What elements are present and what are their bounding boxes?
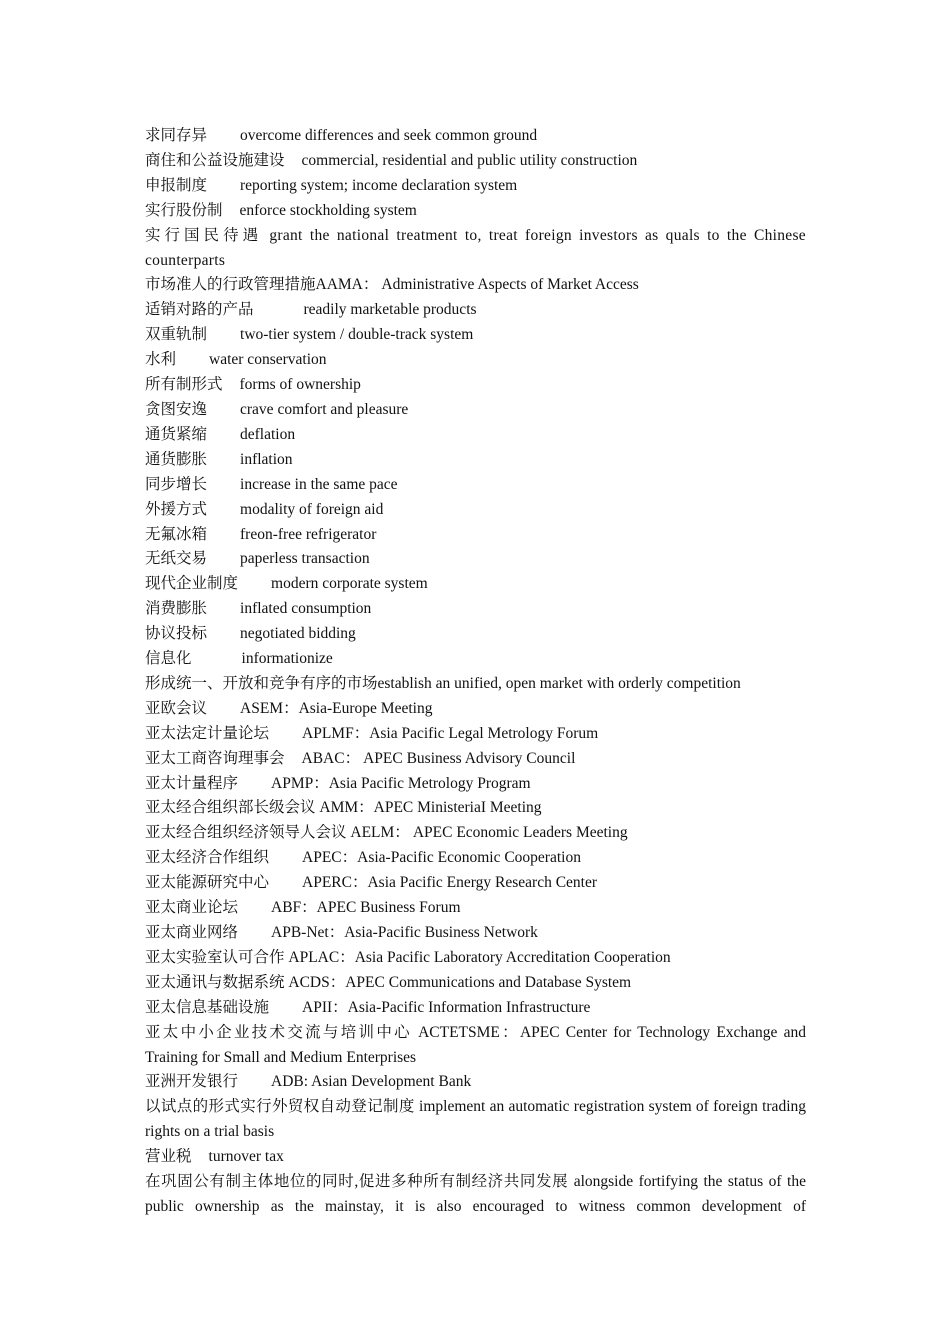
glossary-entry <box>145 174 806 199</box>
entry-chinese-term: 形成统一、开放和竞争有序的市场 <box>145 674 378 692</box>
entry-chinese-term: 亚洲开发银行 <box>145 1073 239 1091</box>
glossary-entry <box>145 1070 806 1095</box>
glossary-entry <box>145 821 806 846</box>
entry-chinese-term: 适销对路的产品 <box>145 301 254 319</box>
entry-english-translation: water conservation <box>209 351 327 369</box>
entry-english-translation: inflated consumption <box>240 600 372 618</box>
entry-english-translation: APII：Asia-Pacific Information Infrastructure <box>302 998 591 1016</box>
entry-chinese-term: 商住和公益设施建设 <box>145 151 285 169</box>
glossary-entry <box>145 298 806 323</box>
entry-chinese-term: 亚太能源研究中心 <box>145 874 270 892</box>
entry-english-translation: APMP：Asia Pacific Metrology Program <box>271 774 531 792</box>
entry-english-translation: two-tier system / double-track system <box>240 326 474 344</box>
glossary-entry <box>145 224 806 274</box>
entry-english-translation: paperless transaction <box>240 550 370 568</box>
entry-english-translation: ASEM：Asia-Europe Meeting <box>240 699 433 717</box>
entry-english-translation: ABAC： APEC Business Advisory Council <box>301 749 576 767</box>
glossary-entry <box>145 647 806 672</box>
entry-chinese-term: 以试点的形式实行外贸权自动登记制度 <box>145 1098 415 1116</box>
entry-chinese-term: 亚太工商咨询理事会 <box>145 749 285 767</box>
entry-chinese-term: 通货紧缩 <box>145 425 208 443</box>
entry-english-translation: deflation <box>240 425 296 443</box>
entry-chinese-term: 消费膨胀 <box>145 600 208 618</box>
entry-english-translation: implement an automatic registration system of foreign trading rights on a trial basis <box>145 1098 806 1141</box>
glossary-entry <box>145 547 806 572</box>
glossary-entry <box>145 398 806 423</box>
entry-english-translation: increase in the same pace <box>240 475 398 493</box>
entry-chinese-term: 亚太经合组织经济领导人会议 <box>145 824 347 842</box>
entry-english-translation: APEC：Asia-Pacific Economic Cooperation <box>302 849 581 867</box>
entry-english-translation: readily marketable products <box>303 301 477 319</box>
entry-english-translation: reporting system; income declaration system <box>240 176 518 194</box>
entry-english-translation: inflation <box>240 450 293 468</box>
glossary-entry <box>145 199 806 224</box>
entry-chinese-term: 同步增长 <box>145 475 208 493</box>
entry-chinese-term: 无氟冰箱 <box>145 525 208 543</box>
glossary-entry <box>145 1170 806 1220</box>
glossary-entry <box>145 921 806 946</box>
glossary-entry <box>145 1095 806 1145</box>
entry-chinese-term: 外援方式 <box>145 500 208 518</box>
glossary-entry <box>145 971 806 996</box>
entry-english-translation: grant the national treatment to, treat foreign investors as quals to the Chinese counterparts <box>145 226 806 269</box>
entry-english-translation: APLMF：Asia Pacific Legal Metrology Forum <box>302 724 599 742</box>
entry-chinese-term: 无纸交易 <box>145 550 208 568</box>
glossary-entry <box>145 896 806 921</box>
entry-english-translation: ADB: Asian Development Bank <box>271 1073 472 1091</box>
entry-english-translation: AAMA： Administrative Aspects of Market Access <box>315 276 639 294</box>
glossary-entry <box>145 448 806 473</box>
entry-english-translation: informationize <box>241 650 333 668</box>
entry-english-translation: establish an unified, open market with orderly competition <box>377 674 741 692</box>
entry-chinese-term: 所有制形式 <box>145 376 223 394</box>
glossary-entry <box>145 622 806 647</box>
entry-english-translation: commercial, residential and public utility construction <box>301 151 638 169</box>
entry-english-translation: freon-free refrigerator <box>240 525 377 543</box>
entry-chinese-term: 在巩固公有制主体地位的同时,促进多种所有制经济共同发展 <box>145 1173 569 1191</box>
glossary-entry <box>145 772 806 797</box>
glossary-entry <box>145 124 806 149</box>
entry-chinese-term: 实行国民待遇 <box>145 226 263 244</box>
glossary-entry <box>145 871 806 896</box>
glossary-entry <box>145 796 806 821</box>
entry-chinese-term: 贪图安逸 <box>145 400 208 418</box>
entry-english-translation: ACDS：APEC Communications and Database System <box>288 973 632 991</box>
entry-chinese-term: 实行股份制 <box>145 201 223 219</box>
glossary-entry <box>145 473 806 498</box>
entry-english-translation: modality of foreign aid <box>240 500 384 518</box>
entry-english-translation: ABF：APEC Business Forum <box>271 899 461 917</box>
entry-english-translation: turnover tax <box>208 1148 284 1166</box>
glossary-entry <box>145 946 806 971</box>
glossary-entry <box>145 1145 806 1170</box>
glossary-entry <box>145 697 806 722</box>
entry-english-translation: APB-Net：Asia-Pacific Business Network <box>271 924 538 941</box>
glossary-entry <box>145 323 806 348</box>
entry-chinese-term: 水利 <box>145 351 177 369</box>
entry-chinese-term: 亚太经济合作组织 <box>145 849 270 867</box>
entry-chinese-term: 亚太商业论坛 <box>145 899 239 917</box>
entry-english-translation: APLAC：Asia Pacific Laboratory Accreditation Cooperation <box>288 948 671 966</box>
entry-chinese-term: 亚太法定计量论坛 <box>145 724 270 742</box>
entry-chinese-term: 求同存异 <box>145 127 208 144</box>
entry-chinese-term: 亚欧会议 <box>145 699 208 717</box>
glossary-entry <box>145 747 806 772</box>
glossary-entry <box>145 1021 806 1071</box>
entry-chinese-term: 协议投标 <box>145 625 208 643</box>
entry-english-translation: AELM： APEC Economic Leaders Meeting <box>350 824 628 842</box>
glossary-entry <box>145 672 806 697</box>
entry-chinese-term: 现代企业制度 <box>145 575 239 593</box>
entry-chinese-term: 亚太商业网络 <box>145 924 239 941</box>
entry-chinese-term: 亚太经合组织部长级会议 <box>145 799 316 817</box>
entry-chinese-term: 亚太计量程序 <box>145 774 239 792</box>
entry-chinese-term: 亚太中小企业技术交流与培训中心 <box>145 1023 412 1041</box>
entry-chinese-term: 亚太通讯与数据系统 <box>145 973 285 991</box>
glossary-entry <box>145 846 806 871</box>
entry-english-translation: APERC：Asia Pacific Energy Research Center <box>302 874 598 892</box>
glossary-entry <box>145 996 806 1021</box>
glossary-entry <box>145 273 806 298</box>
entry-english-translation: crave comfort and pleasure <box>240 400 409 418</box>
entry-english-translation: alongside fortifying the status of the public ownership as the mainstay, it is also encouraged to witness common development of <box>145 1173 806 1215</box>
entry-chinese-term: 市场准人的行政管理措施 <box>145 276 316 294</box>
entry-chinese-term: 亚太实验室认可合作 <box>145 948 285 966</box>
entry-chinese-term: 信息化 <box>145 650 192 668</box>
entry-english-translation: ACTETSME：APEC Center for Technology Exchange and Training for Small and Medium Enterprises <box>145 1023 806 1066</box>
entry-english-translation: forms of ownership <box>239 376 361 394</box>
glossary-entry <box>145 572 806 597</box>
entry-chinese-term: 营业税 <box>145 1148 192 1166</box>
glossary-page <box>145 124 806 1220</box>
entry-chinese-term: 通货膨胀 <box>145 450 208 468</box>
glossary-entry <box>145 149 806 174</box>
entry-chinese-term: 双重轨制 <box>145 326 208 344</box>
entry-english-translation: enforce stockholding system <box>239 201 417 219</box>
entry-english-translation: AMM：APEC MinisteriaI Meeting <box>319 799 542 817</box>
glossary-entry <box>145 348 806 373</box>
glossary-entry <box>145 498 806 523</box>
glossary-entry <box>145 373 806 398</box>
glossary-entry <box>145 722 806 747</box>
glossary-entry <box>145 597 806 622</box>
glossary-entry <box>145 423 806 448</box>
entry-chinese-term: 申报制度 <box>145 176 208 194</box>
entry-english-translation: negotiated bidding <box>240 625 356 643</box>
entry-chinese-term: 亚太信息基础设施 <box>145 998 270 1016</box>
entry-english-translation: overcome differences and seek common ground <box>240 127 538 144</box>
glossary-entry <box>145 523 806 548</box>
entry-english-translation: modern corporate system <box>271 575 428 593</box>
